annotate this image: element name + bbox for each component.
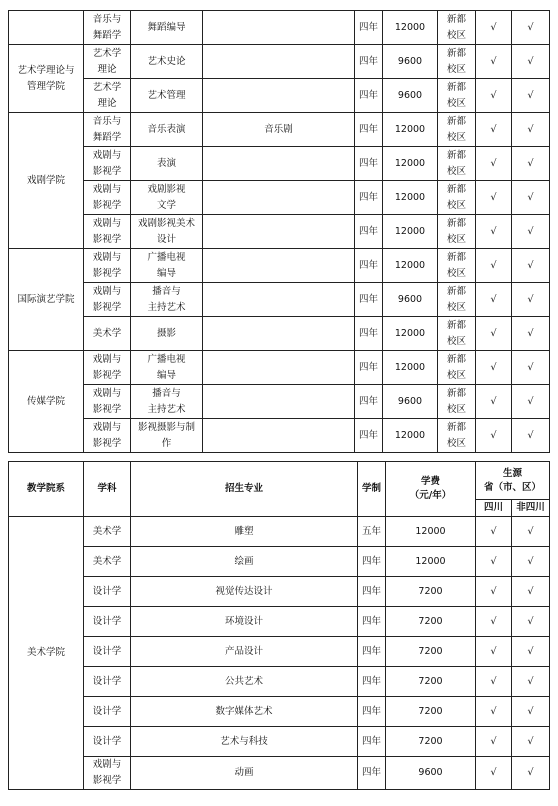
years-cell: 四年 bbox=[358, 667, 386, 697]
discipline-cell: 戏剧与 影视学 bbox=[84, 283, 131, 317]
sichuan-check: √ bbox=[476, 577, 512, 607]
discipline-cell: 戏剧与 影视学 bbox=[84, 351, 131, 385]
direction-cell bbox=[203, 317, 355, 351]
college-cell: 艺术学理论与 管理学院 bbox=[9, 45, 84, 113]
header-sichuan: 四川 bbox=[476, 500, 512, 517]
years-cell: 四年 bbox=[358, 607, 386, 637]
fee-cell: 9600 bbox=[386, 757, 476, 790]
fee-cell: 12000 bbox=[383, 317, 438, 351]
discipline-cell: 美术学 bbox=[84, 317, 131, 351]
fee-cell: 9600 bbox=[383, 79, 438, 113]
header-non-sichuan: 非四川 bbox=[512, 500, 550, 517]
major-cell: 环境设计 bbox=[131, 607, 358, 637]
non-sichuan-check: √ bbox=[512, 215, 550, 249]
years-cell: 四年 bbox=[355, 351, 383, 385]
campus-cell: 新都 校区 bbox=[438, 317, 476, 351]
table-row bbox=[9, 11, 550, 45]
table-row bbox=[9, 351, 550, 385]
campus-cell: 新都 校区 bbox=[438, 11, 476, 45]
discipline-cell: 设计学 bbox=[84, 727, 131, 757]
non-sichuan-check: √ bbox=[512, 11, 550, 45]
sichuan-check: √ bbox=[476, 757, 512, 790]
years-cell: 四年 bbox=[358, 697, 386, 727]
major-cell: 播音与 主持艺术 bbox=[131, 385, 203, 419]
discipline-cell: 戏剧与 影视学 bbox=[84, 147, 131, 181]
years-cell: 四年 bbox=[355, 419, 383, 453]
fee-cell: 7200 bbox=[386, 727, 476, 757]
table-row bbox=[9, 517, 550, 547]
campus-cell: 新都 校区 bbox=[438, 419, 476, 453]
direction-cell: 音乐剧 bbox=[203, 113, 355, 147]
years-cell: 四年 bbox=[355, 249, 383, 283]
direction-cell bbox=[203, 283, 355, 317]
major-cell: 绘画 bbox=[131, 547, 358, 577]
sichuan-check: √ bbox=[476, 79, 512, 113]
header-years: 学制 bbox=[358, 462, 386, 517]
years-cell: 四年 bbox=[355, 181, 383, 215]
header-major: 招生专业 bbox=[131, 462, 358, 517]
discipline-cell: 美术学 bbox=[84, 517, 131, 547]
non-sichuan-check: √ bbox=[512, 697, 550, 727]
header-source: 生源 省（市、区） bbox=[476, 462, 550, 500]
discipline-cell: 艺术学 理论 bbox=[84, 79, 131, 113]
direction-cell bbox=[203, 45, 355, 79]
table-row bbox=[9, 283, 550, 317]
fee-cell: 9600 bbox=[383, 385, 438, 419]
discipline-cell: 戏剧与 影视学 bbox=[84, 385, 131, 419]
years-cell: 四年 bbox=[358, 727, 386, 757]
major-cell: 舞蹈编导 bbox=[131, 11, 203, 45]
years-cell: 四年 bbox=[355, 45, 383, 79]
years-cell: 四年 bbox=[355, 11, 383, 45]
sichuan-check: √ bbox=[476, 45, 512, 79]
table-row bbox=[9, 607, 550, 637]
table-row bbox=[9, 317, 550, 351]
major-cell: 戏剧影视美术 设计 bbox=[131, 215, 203, 249]
years-cell: 四年 bbox=[355, 385, 383, 419]
discipline-cell: 设计学 bbox=[84, 697, 131, 727]
fee-cell: 12000 bbox=[383, 249, 438, 283]
non-sichuan-check: √ bbox=[512, 181, 550, 215]
discipline-cell: 戏剧与 影视学 bbox=[84, 249, 131, 283]
non-sichuan-check: √ bbox=[512, 757, 550, 790]
sichuan-check: √ bbox=[476, 11, 512, 45]
years-cell: 四年 bbox=[358, 547, 386, 577]
years-cell: 四年 bbox=[355, 113, 383, 147]
years-cell: 四年 bbox=[355, 215, 383, 249]
table-row bbox=[9, 547, 550, 577]
table-row bbox=[9, 79, 550, 113]
discipline-cell: 设计学 bbox=[84, 667, 131, 697]
college-cell: 传媒学院 bbox=[9, 351, 84, 453]
major-cell: 艺术管理 bbox=[131, 79, 203, 113]
sichuan-check: √ bbox=[476, 637, 512, 667]
non-sichuan-check: √ bbox=[512, 79, 550, 113]
major-cell: 产品设计 bbox=[131, 637, 358, 667]
major-cell: 表演 bbox=[131, 147, 203, 181]
years-cell: 四年 bbox=[355, 283, 383, 317]
fee-cell: 12000 bbox=[386, 517, 476, 547]
sichuan-check: √ bbox=[476, 351, 512, 385]
table-row bbox=[9, 113, 550, 147]
years-cell: 四年 bbox=[355, 147, 383, 181]
major-cell: 影视摄影与制 作 bbox=[131, 419, 203, 453]
campus-cell: 新都 校区 bbox=[438, 45, 476, 79]
direction-cell bbox=[203, 249, 355, 283]
fee-cell: 12000 bbox=[386, 547, 476, 577]
table-row bbox=[9, 667, 550, 697]
campus-cell: 新都 校区 bbox=[438, 215, 476, 249]
discipline-cell: 音乐与 舞蹈学 bbox=[84, 11, 131, 45]
non-sichuan-check: √ bbox=[512, 317, 550, 351]
table-row bbox=[9, 385, 550, 419]
years-cell: 五年 bbox=[358, 517, 386, 547]
non-sichuan-check: √ bbox=[512, 517, 550, 547]
sichuan-check: √ bbox=[476, 697, 512, 727]
sichuan-check: √ bbox=[476, 667, 512, 697]
sichuan-check: √ bbox=[476, 727, 512, 757]
non-sichuan-check: √ bbox=[512, 249, 550, 283]
campus-cell: 新都 校区 bbox=[438, 113, 476, 147]
years-cell: 四年 bbox=[358, 577, 386, 607]
admission-table-continued bbox=[8, 10, 550, 453]
major-cell: 广播电视 编导 bbox=[131, 351, 203, 385]
table-row bbox=[9, 181, 550, 215]
non-sichuan-check: √ bbox=[512, 547, 550, 577]
table-row bbox=[9, 147, 550, 181]
table-row bbox=[9, 215, 550, 249]
discipline-cell: 戏剧与 影视学 bbox=[84, 757, 131, 790]
table-row bbox=[9, 727, 550, 757]
major-cell: 播音与 主持艺术 bbox=[131, 283, 203, 317]
major-cell: 戏剧影视 文学 bbox=[131, 181, 203, 215]
sichuan-check: √ bbox=[476, 215, 512, 249]
major-cell: 摄影 bbox=[131, 317, 203, 351]
direction-cell bbox=[203, 351, 355, 385]
direction-cell bbox=[203, 419, 355, 453]
discipline-cell: 戏剧与 影视学 bbox=[84, 215, 131, 249]
years-cell: 四年 bbox=[358, 637, 386, 667]
fee-cell: 12000 bbox=[383, 181, 438, 215]
fee-cell: 12000 bbox=[383, 11, 438, 45]
discipline-cell: 戏剧与 影视学 bbox=[84, 419, 131, 453]
sichuan-check: √ bbox=[476, 419, 512, 453]
major-cell: 雕塑 bbox=[131, 517, 358, 547]
non-sichuan-check: √ bbox=[512, 351, 550, 385]
discipline-cell: 设计学 bbox=[84, 607, 131, 637]
fee-cell: 7200 bbox=[386, 667, 476, 697]
major-cell: 动画 bbox=[131, 757, 358, 790]
discipline-cell: 音乐与 舞蹈学 bbox=[84, 113, 131, 147]
major-cell: 视觉传达设计 bbox=[131, 577, 358, 607]
non-sichuan-check: √ bbox=[512, 577, 550, 607]
sichuan-check: √ bbox=[476, 517, 512, 547]
fee-cell: 7200 bbox=[386, 577, 476, 607]
fee-cell: 12000 bbox=[383, 351, 438, 385]
non-sichuan-check: √ bbox=[512, 385, 550, 419]
years-cell: 四年 bbox=[358, 757, 386, 790]
campus-cell: 新都 校区 bbox=[438, 351, 476, 385]
discipline-cell: 美术学 bbox=[84, 547, 131, 577]
discipline-cell: 设计学 bbox=[84, 637, 131, 667]
sichuan-check: √ bbox=[476, 317, 512, 351]
years-cell: 四年 bbox=[355, 317, 383, 351]
sichuan-check: √ bbox=[476, 249, 512, 283]
table-row bbox=[9, 697, 550, 727]
fee-cell: 9600 bbox=[383, 45, 438, 79]
campus-cell: 新都 校区 bbox=[438, 147, 476, 181]
direction-cell bbox=[203, 385, 355, 419]
fee-cell: 7200 bbox=[386, 607, 476, 637]
campus-cell: 新都 校区 bbox=[438, 181, 476, 215]
table-row bbox=[9, 249, 550, 283]
header-fee: 学费 （元/年） bbox=[386, 462, 476, 517]
college-cell bbox=[9, 11, 84, 45]
direction-cell bbox=[203, 215, 355, 249]
fee-cell: 12000 bbox=[383, 147, 438, 181]
admission-table-fine-arts bbox=[8, 461, 550, 790]
table-row bbox=[9, 757, 550, 790]
college-cell: 美术学院 bbox=[9, 517, 84, 790]
sichuan-check: √ bbox=[476, 385, 512, 419]
non-sichuan-check: √ bbox=[512, 113, 550, 147]
non-sichuan-check: √ bbox=[512, 283, 550, 317]
non-sichuan-check: √ bbox=[512, 147, 550, 181]
major-cell: 公共艺术 bbox=[131, 667, 358, 697]
campus-cell: 新都 校区 bbox=[438, 283, 476, 317]
sichuan-check: √ bbox=[476, 147, 512, 181]
non-sichuan-check: √ bbox=[512, 419, 550, 453]
fee-cell: 7200 bbox=[386, 637, 476, 667]
table-row bbox=[9, 637, 550, 667]
fee-cell: 9600 bbox=[383, 283, 438, 317]
sichuan-check: √ bbox=[476, 607, 512, 637]
direction-cell bbox=[203, 11, 355, 45]
campus-cell: 新都 校区 bbox=[438, 79, 476, 113]
discipline-cell: 戏剧与 影视学 bbox=[84, 181, 131, 215]
fee-cell: 12000 bbox=[383, 419, 438, 453]
college-cell: 戏剧学院 bbox=[9, 113, 84, 249]
campus-cell: 新都 校区 bbox=[438, 385, 476, 419]
sichuan-check: √ bbox=[476, 547, 512, 577]
non-sichuan-check: √ bbox=[512, 667, 550, 697]
table-row bbox=[9, 419, 550, 453]
fee-cell: 7200 bbox=[386, 697, 476, 727]
fee-cell: 12000 bbox=[383, 113, 438, 147]
sichuan-check: √ bbox=[476, 113, 512, 147]
non-sichuan-check: √ bbox=[512, 727, 550, 757]
major-cell: 广播电视 编导 bbox=[131, 249, 203, 283]
non-sichuan-check: √ bbox=[512, 45, 550, 79]
major-cell: 数字媒体艺术 bbox=[131, 697, 358, 727]
sichuan-check: √ bbox=[476, 181, 512, 215]
campus-cell: 新都 校区 bbox=[438, 249, 476, 283]
sichuan-check: √ bbox=[476, 283, 512, 317]
direction-cell bbox=[203, 147, 355, 181]
fee-cell: 12000 bbox=[383, 215, 438, 249]
header-college: 教学院系 bbox=[9, 462, 84, 517]
major-cell: 音乐表演 bbox=[131, 113, 203, 147]
college-cell: 国际演艺学院 bbox=[9, 249, 84, 351]
non-sichuan-check: √ bbox=[512, 637, 550, 667]
direction-cell bbox=[203, 181, 355, 215]
major-cell: 艺术史论 bbox=[131, 45, 203, 79]
header-discipline: 学科 bbox=[84, 462, 131, 517]
table-row bbox=[9, 45, 550, 79]
non-sichuan-check: √ bbox=[512, 607, 550, 637]
table-row bbox=[9, 577, 550, 607]
discipline-cell: 设计学 bbox=[84, 577, 131, 607]
major-cell: 艺术与科技 bbox=[131, 727, 358, 757]
discipline-cell: 艺术学 理论 bbox=[84, 45, 131, 79]
direction-cell bbox=[203, 79, 355, 113]
years-cell: 四年 bbox=[355, 79, 383, 113]
